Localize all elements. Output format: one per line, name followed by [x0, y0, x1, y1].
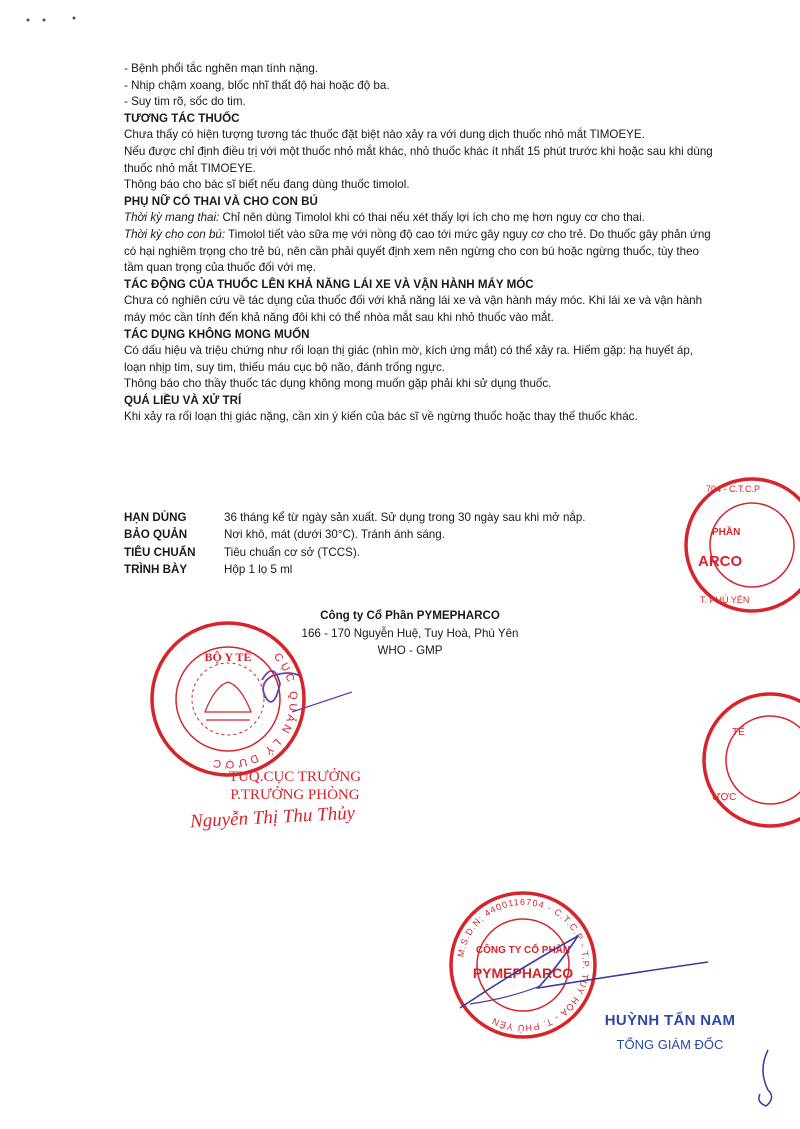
- bullet-item: - Suy tim rõ, sốc do tim.: [124, 95, 246, 109]
- official-signature-name: Nguyễn Thị Thu Thủy: [189, 802, 356, 833]
- partial-stamp-text-1: PHẦN: [712, 527, 741, 538]
- paragraph: Thông báo cho bác sĩ biết nếu đang dùng thuốc timolol.: [124, 178, 410, 192]
- paragraph: Thông báo cho thầy thuốc tác dụng không mong muốn gặp phải khi sử dụng thuốc.: [124, 377, 552, 391]
- partial-stamp-text-3: T. PHÚ YÊN: [700, 595, 750, 605]
- partial-stamp-ring: 704 - C.T.C.P: [706, 484, 761, 494]
- spec-value: Tiêu chuẩn cơ sở (TCCS).: [224, 545, 360, 559]
- paragraph: Chưa thấy có hiện tượng tương tác thuốc đặt biệt nào xảy ra với dung dịch thuốc nhỏ mắt TIMOEYE.: [124, 128, 645, 142]
- section-heading-pregnancy: PHỤ NỮ CÓ THAI VÀ CHO CON BÚ: [124, 194, 318, 208]
- bullet-item: - Bệnh phổi tắc nghẽn mạn tính nặng.: [124, 62, 319, 75]
- paragraph: Chưa có nghiên cứu về tác dụng của thuốc đối với khả năng lái xe và vận hành máy móc. Khi lái xe và vận hành máy móc cần tính đến khả năng đôi khi có thể nhòa mắt sau khi nhỏ thuốc vào mắt.: [124, 294, 703, 324]
- spec-value: Nơi khô, mát (dưới 30°C). Tránh ánh sáng.: [224, 528, 445, 542]
- company-stamp-center-2: PYMEPHARCO: [472, 965, 574, 981]
- spec-key: TIÊU CHUẨN: [124, 545, 196, 559]
- ministry-stamp-top: BỘ Y TẾ: [204, 650, 252, 664]
- section-heading-overdose: QUÁ LIỀU VÀ XỬ TRÍ: [124, 393, 242, 407]
- section-heading-side-effects: TÁC DỤNG KHÔNG MONG MUỐN: [124, 327, 310, 341]
- company-cert: WHO - GMP: [377, 644, 443, 658]
- italic-label: Thời kỳ mang thai:: [124, 211, 220, 225]
- official-title-1: TUQ.CỤC TRƯỞNG: [228, 769, 362, 785]
- partial-stamp-2-text-2: ƯỢC: [712, 792, 737, 803]
- ministry-stamp-ring: CỤC QUẢN LÝ DƯỢC: [209, 650, 300, 771]
- partial-stamp-text-2: ARCO: [698, 553, 743, 570]
- company-address: 166 - 170 Nguyễn Huệ, Tuy Hoà, Phú Yên: [301, 626, 519, 640]
- spec-value: 36 tháng kể từ ngày sản xuất. Sử dụng trong 30 ngày sau khi mở nắp.: [224, 511, 586, 524]
- company-stamp-center-1: CÔNG TY CỔ PHẦN: [475, 945, 571, 956]
- spec-key: TRÌNH BÀY: [124, 563, 188, 577]
- paragraph: Nếu được chỉ định điều trị với một thuốc nhỏ mắt khác, nhỏ thuốc khác ít nhất 15 phút trước khi hoặc sau khi dùng thuốc nhỏ mắt TIMOEYE.: [124, 144, 713, 175]
- paragraph: Có dấu hiệu và triệu chứng như rối loạn thị giác (nhìn mờ, kích ứng mắt) có thể xảy ra. Hiếm gặp: hạ huyết áp, loạn nhịp tim, suy tim, thiếu máu cục bộ não, đánh trống ngực.: [124, 344, 694, 374]
- director-block: [570, 1012, 770, 1052]
- company-stamp-ring: M.S.D.N: 4400116704 - C.T.C.P - T.P. TUY HÒA - T. PHÚ YÊN: [455, 896, 592, 1034]
- italic-label: Thời kỳ cho con bú:: [124, 227, 226, 241]
- director-name: HUỲNH TẤN NAM: [604, 1012, 736, 1029]
- bullet-item: - Nhịp chậm xoang, blốc nhĩ thất độ hai hoặc độ ba.: [124, 78, 390, 92]
- spec-key: HẠN DÙNG: [124, 511, 187, 524]
- partial-stamp-2-text-1: TẾ: [732, 727, 745, 738]
- section-heading-driving: TÁC ĐỘNG CỦA THUỐC LÊN KHẢ NĂNG LÁI XE VÀ VẬN HÀNH MÁY MÓC: [124, 277, 534, 291]
- svg-text:CỤC QUẢN LÝ DƯỢC: [209, 651, 299, 770]
- paragraph-text: Chỉ nên dùng Timolol khi có thai nếu xét thấy lợi ích cho mẹ hơn nguy cơ cho thai.: [219, 211, 645, 225]
- paragraph: Khi xảy ra rối loạn thị giác nặng, cần xin ý kiến của bác sĩ về ngừng thuốc hoặc thay thế thuốc khác.: [124, 410, 638, 424]
- official-title-2: P.TRƯỞNG PHÒNG: [230, 787, 360, 803]
- spec-key: BẢO QUẢN: [124, 528, 188, 542]
- partial-stamp-right: [686, 479, 800, 611]
- section-heading-interactions: TƯƠNG TÁC THUỐC: [124, 111, 240, 125]
- official-signature-block: [205, 768, 385, 804]
- director-title: TỔNG GIÁM ĐỐC: [616, 1037, 724, 1052]
- ministry-stamp: [152, 623, 304, 775]
- company-name: Công ty Cổ Phần PYMEPHARCO: [320, 609, 500, 622]
- spec-value: Hộp 1 lọ 5 ml: [224, 563, 293, 577]
- initial-mark: [759, 1050, 772, 1106]
- paragraph-text: Timolol tiết vào sữa mẹ với nồng độ cao tới mức gây nguy cơ cho trẻ. Do thuốc gây phản ứng có hại nghiêm trọng cho trẻ bú, nên cần phải quyết định xem nên ngừng cho con bú hoặc ngừng thuốc, tùy theo tầm quan trọng của thuốc đối với mẹ.: [124, 227, 711, 275]
- partial-stamp-right-2: [704, 694, 800, 826]
